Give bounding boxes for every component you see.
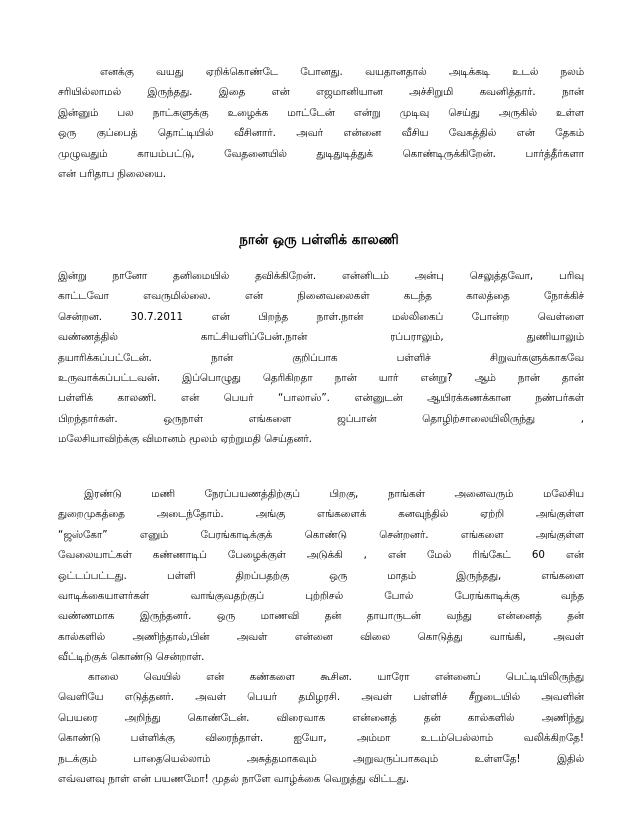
text-line: சென்றன. 30.7.2011 என் பிறந்த நாள்.நான் மல்லிகைப் போன்ற வெள்ளை (58, 310, 584, 323)
text-line: காட்டவோ எவருமில்லை. என் நினைவலைகள் கடந்த காலத்தை நோக்கிச் (58, 290, 584, 303)
text-line: வேலையாட்கள் கண்ணாடிப் பேழைக்குள் அடுக்கி , என் மேல் ரிங்கேட் 60 என் (58, 549, 584, 562)
text-line: பள்ளிக் காலணி. என் பெயர் “பாலாஸ்”. என்னுடன் ஆயிரக்கணக்கான நண்பர்கள் (58, 392, 584, 405)
paragraph-2 (58, 266, 584, 450)
paragraph-3 (58, 484, 584, 668)
text-line: இரண்டு மணி நேரப்பயணத்திற்குப் பிறகு, நாங்கள் அனைவரும் மலேசிய (84, 488, 584, 500)
text-line: உருவாக்கப்பட்டவன். இப்பொழுது தெரிகிறதா நான் யார் என்று? ஆம் நான் தான் (58, 371, 584, 384)
text-line: எவ்வளவு நாள் என் பயணமோ! முதல் நாளே வாழ்க்கை வெறுத்து விட்டது. (58, 772, 410, 785)
text-line: சரியில்லாமல் இருந்தது. இதை என் எஜமானியான அச்சிறுமி கவனித்தார். நான் (58, 86, 584, 99)
text-line: துறைமுகத்தை அடைந்தோம். அங்கு எங்களைக் கனவுந்தில் ஏற்றி அங்குள்ள (58, 508, 584, 521)
text-line: இன்று நானோ தனிமையில் தவிக்கிறேன். என்னிடம் அன்பு செலுத்தவோ, பரிவு (58, 270, 584, 282)
text-line: கால்களில் அணிந்தால்,பின் அவள் என்னை விலை கொடுத்து வாங்கி, அவள் (58, 630, 584, 643)
page-title: நான் ஒரு பள்ளிக் காலணி (239, 232, 399, 248)
text-line: வெளியே எடுத்தனர். அவள் பெயர் தமிழரசி. அவள் பள்ளிச் சீறுடையில் அவளின் (58, 691, 584, 704)
text-line: இன்னும் பல நாட்களுக்கு உழைக்க மாட்டேன் என்று முடிவு செய்து அருகில் உள்ள (58, 106, 584, 119)
text-line: தயாரிக்கப்பட்டேன். நான் குறிப்பாக பள்ளிச் சிறுவர்களுக்காகவே (58, 351, 584, 364)
text-line: ஒட்டப்பட்டது. பள்ளி திறப்பதற்கு ஒரு மாதம் இருந்தது, எங்களை (58, 569, 584, 582)
text-line: வண்ணத்தில் காட்சியளிப்பேன்.நான் ரப்பராலும், துணியாலும் (58, 331, 584, 344)
text-line: என் பரிதாப நிலையை. (58, 167, 167, 180)
text-line: முழுவதும் காயம்பட்டு, வேதனையில் துடிதுடித்துக் கொண்டிருக்கிறேன். பார்த்தீர்களா (58, 147, 584, 160)
text-line: வண்ணமாக இருந்தனர். ஒரு மாணவி தன் தாயாருடன் வந்து என்னைத் தன் (58, 610, 584, 623)
text-line: மலேசியாவிற்க்கு விமானம் மூலம் ஏற்றுமதி செய்தனர். (58, 433, 313, 446)
paragraph-4 (58, 667, 584, 789)
text-line: காலை வெயில் என் கண்களை கூசின. யாரோ என்னைப் பெட்டியிலிருந்து (88, 671, 584, 683)
text-line: பிறந்தார்கள். ஒருநாள் எங்களை ஜப்பான் தொழிற்சாலையிலிருந்து , (58, 412, 584, 425)
text-line: கொண்டு பள்ளிக்கு விரைந்தாள். ஐயோ, அம்மா உடம்பெல்லாம் வலிக்கிறதே! (58, 732, 584, 745)
text-line: வீட்டிற்குக் கொண்டு சென்றாள். (58, 651, 205, 664)
text-line: எனக்கு வயது ஏறிக்கொண்டே போனது. வயதானதால் அடிக்கடி உடல் நலம் (100, 66, 584, 78)
text-line: ஒரு குப்பைத் தொட்டியில் வீசினார். அவர் என்னை வீசிய வேகத்தில் என் தேகம் (58, 127, 584, 140)
text-line: “ஜஸ்கோ” எனும் பேரங்காடிக்குக் கொண்டு சென்றனர். எங்களை அங்குள்ள (58, 528, 584, 541)
text-line: நடக்கும் பாதையெல்லாம் அசுத்தமாகவும் அறுவருப்பாகவும் உள்ளதே! இதில் (58, 752, 584, 765)
paragraph-1 (58, 62, 584, 184)
text-line: பெயரை அறிந்து கொண்டேன். விரைவாக என்னைத் தன் கால்களில் அணிந்து (58, 711, 584, 724)
text-line: வாடிக்கையாளர்கள் வாங்குவதற்குப் புற்றிசல் போல் பேரங்காடிக்கு வந்த (58, 589, 584, 602)
